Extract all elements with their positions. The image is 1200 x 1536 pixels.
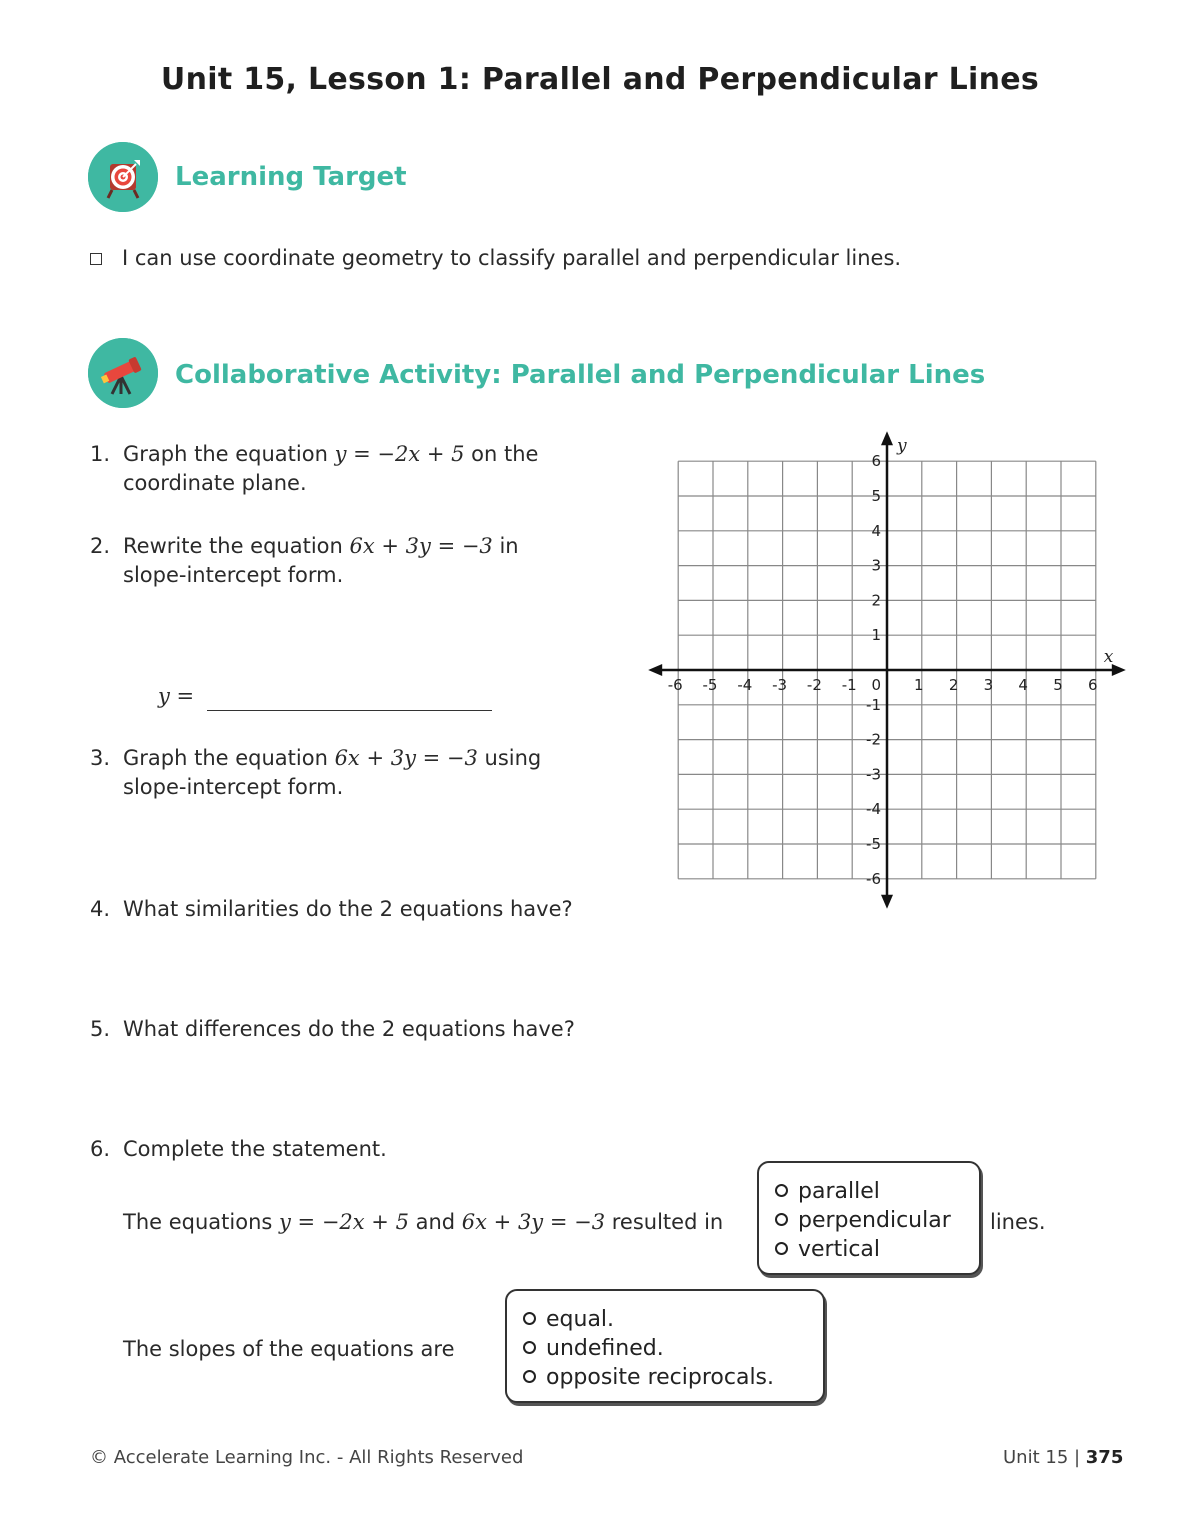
question-6 — [90, 1135, 387, 1164]
statement-1 — [123, 1208, 723, 1237]
choice-label: perpendicular — [798, 1208, 951, 1233]
y-tick-label: 3 — [871, 556, 881, 575]
x-tick-label: 5 — [1053, 676, 1063, 694]
question-number: 5. — [90, 1017, 111, 1041]
question-2 — [90, 532, 519, 590]
question-text: Graph the equation — [123, 442, 335, 466]
y-tick-label: 5 — [871, 487, 881, 505]
page-number — [1003, 1447, 1123, 1468]
y-tick-label: 2 — [871, 591, 881, 610]
copyright: © Accelerate Learning Inc. - All Rights Reserved — [90, 1447, 524, 1468]
equation: y = −2x + 5 — [334, 442, 465, 466]
equation: 6x + 3y = −3 — [334, 746, 478, 770]
question-text: using — [477, 746, 542, 770]
target-icon — [88, 142, 158, 212]
question-text-line2: coordinate plane. — [123, 471, 307, 495]
activity-heading: Collaborative Activity: Parallel and Perpendicular Lines — [175, 360, 986, 390]
equation: y = −2x + 5 — [279, 1210, 409, 1234]
y-tick-label: 4 — [871, 521, 881, 540]
statement-text: resulted in — [605, 1210, 724, 1234]
y-axis-arrow-up — [881, 431, 893, 445]
page-num: 375 — [1085, 1447, 1124, 1468]
question-text-line2: slope-intercept form. — [123, 775, 344, 799]
y-tick-label: 6 — [871, 452, 881, 471]
question-5 — [90, 1015, 575, 1044]
x-tick-label: 6 — [1088, 676, 1098, 694]
x-tick-label: -5 — [702, 676, 718, 694]
statement-text: The equations — [123, 1210, 280, 1234]
coordinate-plane[interactable] — [640, 430, 1140, 920]
y-tick-label: 1 — [871, 626, 881, 645]
x-tick-label: 4 — [1018, 676, 1028, 694]
question-number: 2. — [90, 534, 111, 558]
page-title: Unit 15, Lesson 1: Parallel and Perpendicular Lines — [160, 62, 1040, 97]
y-tick-label: -6 — [866, 869, 881, 888]
statement-text: and — [408, 1210, 462, 1234]
choice-label: opposite reciprocals. — [546, 1365, 775, 1390]
x-axis-arrow-left — [648, 664, 662, 676]
x-tick-label: 3 — [983, 676, 994, 694]
question-number: 4. — [90, 897, 111, 921]
question-3 — [90, 744, 541, 802]
x-axis-arrow-right — [1112, 664, 1126, 676]
choice-box-lines — [757, 1161, 981, 1275]
unit-label: Unit 15 | — [1003, 1447, 1086, 1468]
radio-icon[interactable] — [523, 1341, 536, 1354]
choice-parallel[interactable] — [775, 1177, 951, 1206]
origin-label: 0 — [871, 676, 881, 694]
question-1 — [90, 440, 538, 498]
answer-prefix: y = — [158, 684, 195, 708]
choice-label: vertical — [798, 1237, 881, 1262]
x-tick-label: -3 — [772, 676, 788, 694]
choice-undefined[interactable] — [523, 1334, 774, 1363]
x-tick-label: -4 — [737, 676, 753, 694]
radio-icon[interactable] — [775, 1213, 788, 1226]
learning-target-item — [90, 244, 901, 273]
question-text: in — [492, 534, 519, 558]
y-tick-label: -2 — [866, 730, 881, 749]
question-number: 6. — [90, 1137, 111, 1161]
question-text: Complete the statement. — [123, 1137, 387, 1161]
choice-label: equal. — [546, 1307, 615, 1332]
x-tick-label: 1 — [914, 676, 924, 694]
question-text: What similarities do the 2 equations have? — [123, 897, 573, 921]
y-axis-label: y — [897, 436, 907, 457]
question-text-line2: slope-intercept form. — [123, 563, 344, 587]
question-number: 3. — [90, 746, 111, 770]
choice-perpendicular[interactable] — [775, 1206, 951, 1235]
question-text: Graph the equation — [123, 746, 335, 770]
choice-label: undefined. — [546, 1336, 664, 1361]
y-axis-arrow-down — [881, 895, 893, 909]
choice-opposite-reciprocals[interactable] — [523, 1363, 774, 1392]
equation: 6x + 3y = −3 — [349, 534, 493, 558]
x-tick-label: 2 — [948, 676, 959, 694]
equation: 6x + 3y = −3 — [461, 1210, 606, 1234]
target-checkbox[interactable] — [90, 253, 102, 265]
choice-box-slopes — [505, 1289, 825, 1403]
choice-equal[interactable] — [523, 1305, 774, 1334]
radio-icon[interactable] — [775, 1242, 788, 1255]
question-text: Rewrite the equation — [123, 534, 350, 558]
radio-icon[interactable] — [523, 1312, 536, 1325]
x-tick-label: -2 — [806, 676, 822, 694]
statement-1-end: lines. — [990, 1210, 1046, 1234]
radio-icon[interactable] — [775, 1184, 788, 1197]
x-tick-label: -1 — [841, 676, 857, 694]
learning-target-heading: Learning Target — [175, 162, 407, 192]
y-tick-label: -4 — [866, 800, 881, 819]
y-tick-label: -5 — [866, 835, 881, 853]
telescope-icon — [88, 338, 158, 408]
y-tick-label: -3 — [866, 765, 881, 784]
y-tick-label: -1 — [866, 695, 881, 714]
choice-vertical[interactable] — [775, 1235, 951, 1264]
radio-icon[interactable] — [523, 1370, 536, 1383]
x-axis-label: x — [1103, 647, 1114, 667]
learning-target-text: I can use coordinate geometry to classify parallel and perpendicular lines. — [122, 246, 902, 270]
x-tick-label: -6 — [667, 676, 683, 694]
question-text: on the — [464, 442, 539, 466]
question-text: What differences do the 2 equations have? — [123, 1017, 575, 1041]
statement-2: The slopes of the equations are — [123, 1337, 455, 1361]
question-number: 1. — [90, 442, 111, 466]
answer-row — [158, 682, 492, 711]
answer-blank[interactable] — [207, 690, 492, 711]
question-4 — [90, 895, 573, 924]
choice-label: parallel — [798, 1179, 880, 1204]
